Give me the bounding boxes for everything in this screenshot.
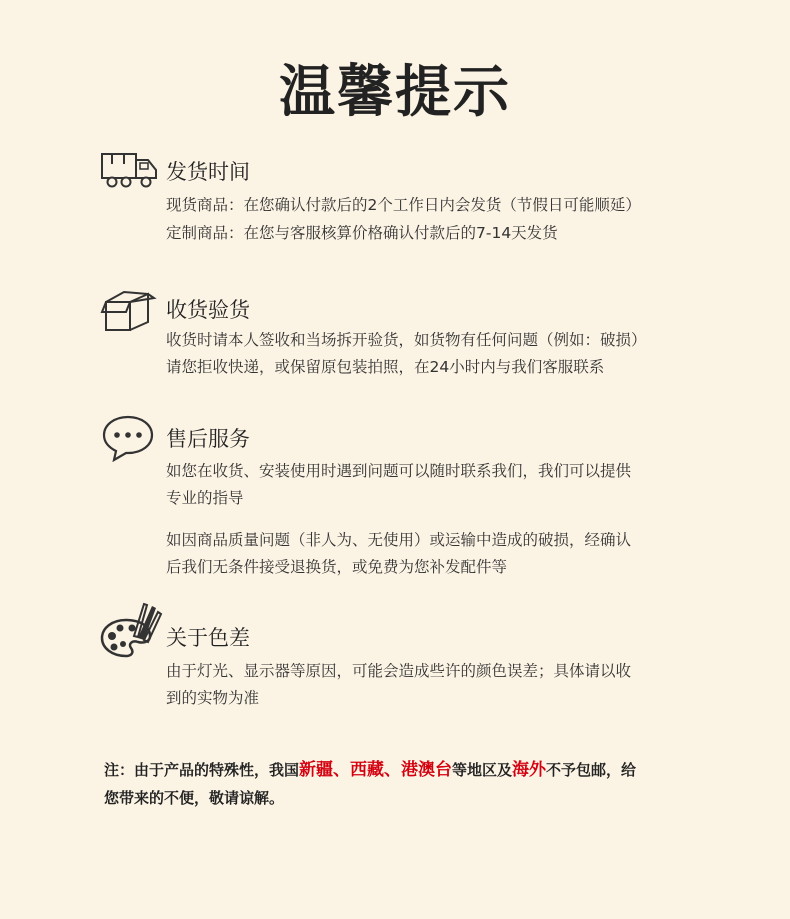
note-overseas-highlight: 海外 xyxy=(512,760,547,780)
section-line: 定制商品：在您与客服核算价格确认付款后的7-14天发货 xyxy=(166,224,558,242)
section-line: 请您拒收快递，或保留原包装拍照，在24小时内与我们客服联系 xyxy=(166,358,605,376)
note-prefix: 注：由于产品的特殊性，我国 xyxy=(104,761,300,779)
section-color-difference xyxy=(100,602,720,712)
section-title: 发货时间 xyxy=(166,160,250,184)
section-line: 现货商品：在您确认付款后的2个工作日内会发货（节假日可能顺延） xyxy=(166,196,641,214)
section-title: 关于色差 xyxy=(166,626,250,650)
page-title: 温馨提示 xyxy=(279,60,511,125)
note-suffix: 不予包邮，给 xyxy=(546,761,637,779)
shipping-note xyxy=(104,756,724,784)
section-line: 专业的指导 xyxy=(166,489,244,507)
section-line: 如您在收货、安装使用时遇到问题可以随时联系我们，我们可以提供 xyxy=(166,462,632,480)
section-title: 收货验货 xyxy=(166,298,250,322)
note-region-highlight: 新疆、西藏、港澳台 xyxy=(299,760,453,780)
section-line: 如因商品质量问题（非人为、无使用）或运输中造成的破损，经确认 xyxy=(166,531,632,549)
palette-icon xyxy=(100,602,164,660)
section-shipping-time xyxy=(100,150,720,260)
section-after-sales xyxy=(100,414,720,584)
truck-icon xyxy=(100,150,160,190)
shipping-note-line2: 您带来的不便，敬请谅解。 xyxy=(104,789,285,807)
section-receiving xyxy=(100,286,720,386)
note-middle: 等地区及 xyxy=(452,761,513,779)
section-line: 到的实物为准 xyxy=(166,689,260,707)
section-line: 由于灯光、显示器等原因，可能会造成些许的颜色误差；具体请以收 xyxy=(166,662,632,680)
box-icon xyxy=(100,286,158,332)
chat-bubble-icon xyxy=(100,414,156,462)
section-title: 售后服务 xyxy=(166,427,250,451)
section-line: 收货时请本人签收和当场拆开验货，如货物有任何问题（例如：破损） xyxy=(166,331,647,349)
section-line: 后我们无条件接受退换货，或免费为您补发配件等 xyxy=(166,558,508,576)
